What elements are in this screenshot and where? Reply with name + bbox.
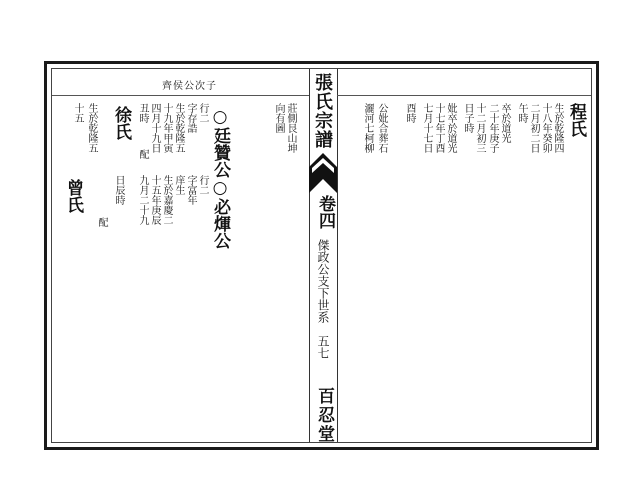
right-col-text: 二月初二日 [528,103,539,153]
right-col-text: 酉時 [404,103,415,123]
right-col-wife-surname: 程氏 [566,103,586,137]
left-col-text: 行二 [197,175,208,195]
right-col-text: 生於乾隆四 [552,103,563,153]
left-col-text: 九月二十九 [137,175,148,225]
right-col-text: 十二月初三 [474,103,485,153]
spine-section: 傑政公支下世系 [316,239,330,323]
right-col-text: 十七年丁酉 [433,103,444,153]
left-col-text: 日辰時 [113,175,124,205]
right-col-text: 十八年癸卯 [540,103,551,153]
right-col-text: 二十年庚子 [487,103,498,153]
left-header: 齊侯公次子 [162,81,217,92]
spine-page-number: 五七 [316,335,330,359]
left-col-text: 庠生 [173,175,184,195]
left-col-text: 生於乾隆五 [173,103,184,153]
left-col-text: 行二 [197,103,208,123]
left-col-text: 向有圖 [273,103,284,133]
page-frame [44,61,599,450]
right-col-text: 日子時 [462,103,473,133]
left-col-text: 字存誥 [185,103,196,133]
spine-hall-name: 百忍堂 [314,387,334,444]
right-header-rule [337,95,591,96]
right-col-text: 午時 [516,103,527,123]
left-col-text: 四月十九日 [149,103,160,153]
left-col-text: 配 [137,149,148,159]
page-inner-border [51,68,592,443]
spine-title: 張氏宗譜 [312,73,333,149]
left-wife-surname: 徐氏 [111,106,131,140]
right-col-text: 妣卒於道光 [445,103,456,153]
left-col-text: 十五年庚辰 [149,175,160,225]
left-second-wife-surname: 曾氏 [63,179,83,213]
left-col-text: 字富年 [185,175,196,205]
left-col-text: 十五 [72,103,83,123]
left-col-text: 生於嘉慶二 [161,175,172,225]
left-col-text: 丑時 [137,103,148,123]
lineage-names: ○廷贊公○必煇公 [210,107,230,249]
spine-volume: 卷四 [315,195,335,229]
spine-left-border [309,69,310,442]
left-col-text: 配 [96,217,107,227]
right-col-text: 灑河七柯柳 [362,103,373,153]
fish-tail-ornament [309,153,338,193]
left-col-text: 莊側艮山坤 [285,103,296,153]
spine-right-border [337,69,338,442]
left-header-rule [52,95,309,96]
right-col-text: 公妣合葬石 [376,103,387,153]
left-col-text: 生於乾隆五 [86,103,97,153]
right-col-text: 七月十七日 [421,103,432,153]
right-col-text: 卒於道光 [499,103,510,143]
left-col-text: 十九年甲寅 [161,103,172,153]
